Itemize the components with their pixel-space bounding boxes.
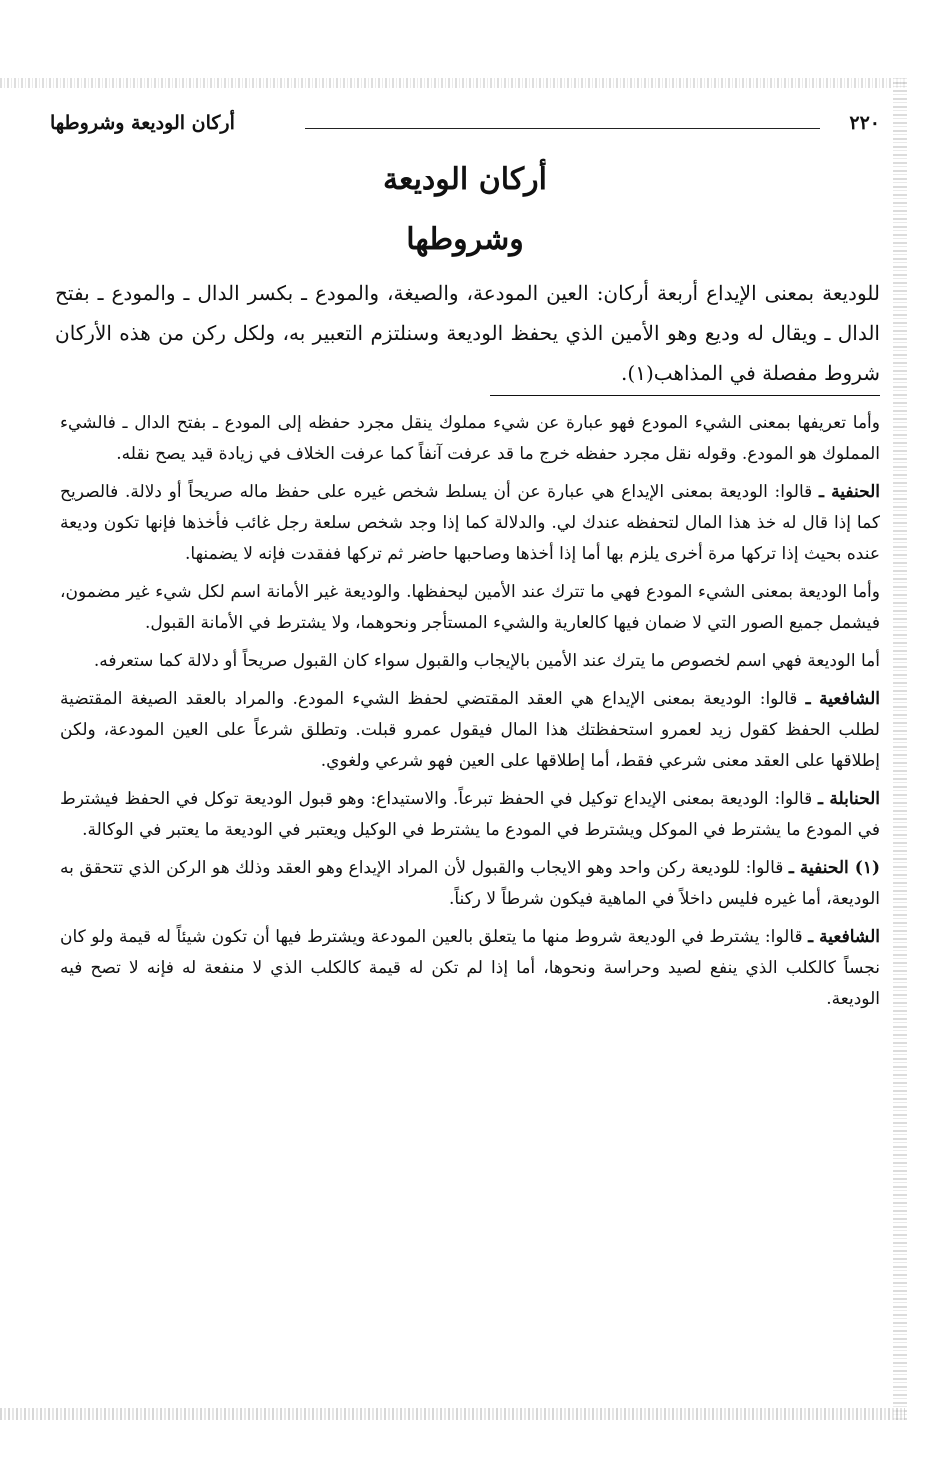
- paragraph-lead: (١) الحنفية ـ: [788, 858, 880, 878]
- running-header: [50, 112, 880, 142]
- paragraph-text: قالوا: الوديعة بمعنى الإيداع هي العقد المقتضي لحفظ الشيء المودع. والمراد بالعقد الصيغة المقتضية لطلب الحفظ كقول زيد لعمرو استحفظتك هذا المال فيقول عمرو قبلت. وتطلق شرعاً على العين المودعة، ولكن إطلاقها على العقد معنى شرعي فقط، أما إطلاقها على العين فهو شرعي ولغوي.: [60, 689, 880, 771]
- running-head-title: أركان الوديعة وشروطها: [50, 112, 235, 134]
- book-page: [50, 100, 880, 1400]
- paragraph-text: وأما تعريفها بمعنى الشيء المودع فهو عبارة عن شيء مملوك ينقل مجرد حفظه إلى المودع ـ بفتح الدال ـ فالشيء المملوك هو المودع. وقوله نقل مجرد حفظه خرج ما قد عرفت آنفاً كما عرفت الخلاف في زيادة قيد يصح نقله.: [60, 413, 880, 464]
- paragraph-hanafi: [60, 477, 880, 570]
- paragraph-text: قالوا: الوديعة بمعنى الإيداع هي عبارة عن أن يسلط شخص غيره على حفظ ماله صريحاً أو دلالة. فالصريح كما إذا قال له خذ هذا المال لتحفظه عندك لي. والدلالة كما إذا وجد شخص سلعة رجل غائب فأخذها فإنها تكون وديعة عنده بحيث إذا تركها مرة أخرى يلزم بها أما إذا أخذها وصاحبها حاضر ثم تركها ففقدت فإنه لا يضمنها.: [60, 482, 880, 564]
- paragraph-hanbali: [60, 784, 880, 846]
- paragraph-lead: الشافعية ـ: [808, 927, 880, 947]
- paragraph-amana: [60, 577, 880, 639]
- paragraph-text: قالوا: يشترط في الوديعة شروط منها ما يتعلق بالعين المودعة ويشترط فيها أن تكون شيئاً له قيمة ولو كان نجساً كالكلب الذي ينفع لصيد وحراسة ونحوها، أما إذا لم تكن له قيمة كالكلب الذي لا منفعة له فإنه لا تصح فيه الوديعة.: [60, 927, 880, 1009]
- paragraph-definition: [60, 408, 880, 470]
- paragraph-footnote-1-shafii: [60, 922, 880, 1015]
- paragraph-shafii: [60, 684, 880, 777]
- page-number: ٢٢٠: [849, 112, 880, 134]
- paragraph-lead: الحنفية ـ: [818, 482, 880, 502]
- paragraph-text: قالوا: الوديعة بمعنى الإيداع توكيل في الحفظ تبرعاً. والاستيداع: وهو قبول الوديعة توكل في الحفظ فيشترط في المودع ما يشترط في الموكل ويشترط في المودع ما يشترط في الوكيل ويعتبر في الوديعة ما يعتبر في الوكالة.: [60, 789, 880, 840]
- scan-border-right: [893, 78, 907, 1420]
- intro-paragraph: للوديعة بمعنى الإيداع أربعة أركان: العين المودعة، والصيغة، والمودع ـ بكسر الدال ـ والمودع ـ بفتح الدال ـ ويقال له وديع وهو الأمين الذي يحفظ الوديعة وسنلتزم التعبير به، ولكل ركن من هذه الأركان شروط مفصلة في المذاهب(١).: [55, 281, 880, 385]
- paragraph-lead: الحنابلة ـ: [818, 789, 881, 809]
- paragraph-text: وأما الوديعة بمعنى الشيء المودع فهي ما تترك عند الأمين ليحفظها. والوديعة غير الأمانة اسم لكل شيء غير مضمون، فيشمل جميع الصور التي لا ضمان فيها كالعارية والشيء المستأجر ونحوهما، ولا يشترط في الأمانة القبول.: [60, 582, 880, 633]
- paragraph-footnote-1-hanafi: [60, 853, 880, 915]
- paragraph-lead: الشافعية ـ: [805, 689, 880, 709]
- footnotes-body: [60, 408, 880, 1022]
- footnote-separator: [490, 395, 880, 396]
- scan-border-bottom: [0, 1408, 905, 1420]
- chapter-title: أركان الوديعة: [383, 162, 547, 197]
- header-rule: [305, 128, 820, 129]
- paragraph-text: أما الوديعة فهي اسم لخصوص ما يترك عند الأمين بالإيجاب والقبول سواء كان القبول صريحاً أو دلالة كما ستعرفه.: [93, 651, 880, 671]
- paragraph-acceptance: [60, 646, 880, 677]
- paragraph-text: قالوا: للوديعة ركن واحد وهو الايجاب والقبول لأن المراد الإيداع وهو العقد وذلك هو الركن الذي تتحقق به الوديعة، أما غيره فليس داخلاً في الماهية فيكون شرطاً لا ركناً.: [60, 858, 880, 909]
- scan-border-top: [0, 78, 905, 88]
- chapter-subtitle: وشروطها: [406, 222, 524, 257]
